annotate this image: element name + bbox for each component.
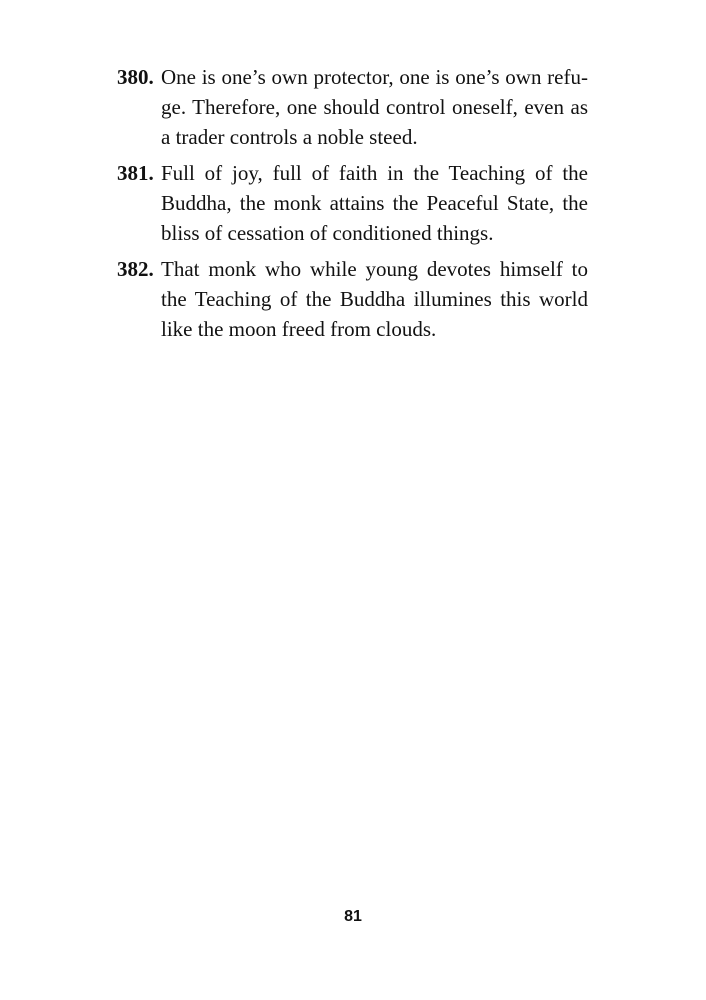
- verse-list: [117, 62, 588, 350]
- verse-number: 382.: [117, 257, 154, 281]
- page-number: 81: [344, 908, 362, 925]
- verse-text: One is one’s own protector, one is one’s own refuge. Therefore, one should control oneself, even as a trader controls a noble steed.: [161, 65, 588, 149]
- verse-number: 380.: [117, 65, 154, 89]
- verse-382: [117, 254, 588, 344]
- verse-text: That monk who while young devotes himself to the Teaching of the Buddha illumines this world like the moon freed from clouds.: [161, 257, 588, 341]
- verse-text: Full of joy, full of faith in the Teaching of the Buddha, the monk attains the Peaceful State, the bliss of cessation of conditioned things.: [161, 161, 588, 245]
- verse-number: 381.: [117, 161, 154, 185]
- verse-380: [117, 62, 588, 152]
- verse-381: [117, 158, 588, 248]
